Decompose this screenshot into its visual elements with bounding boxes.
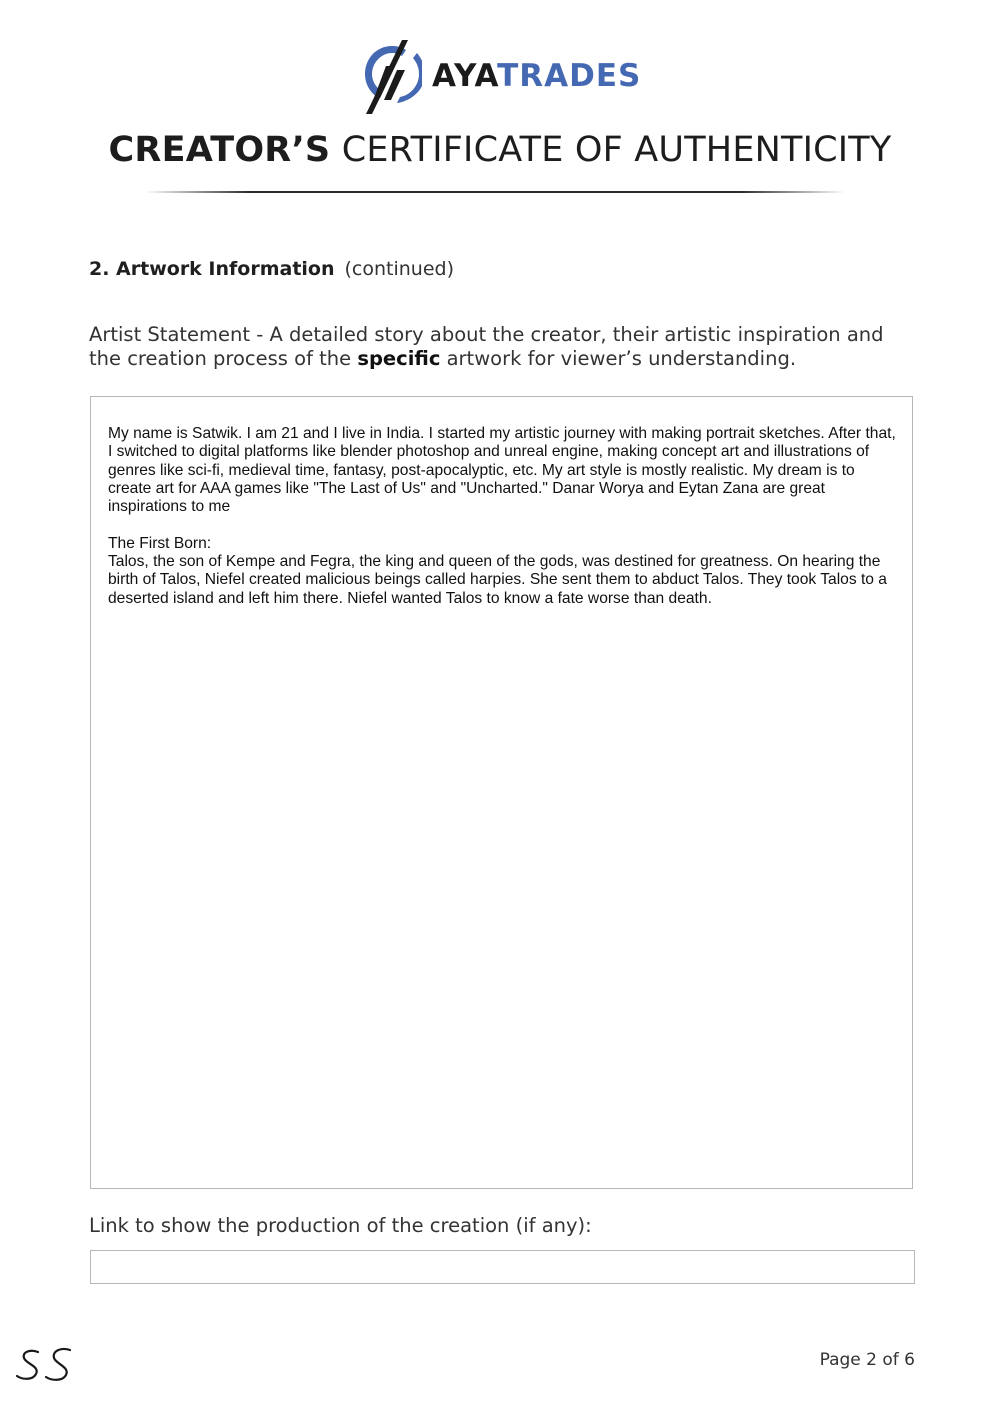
signature-initials (14, 1346, 78, 1386)
page-number: Page 2 of 6 (819, 1350, 915, 1370)
production-link-label: Link to show the production of the creation (if any): (89, 1214, 592, 1237)
title-divider (145, 191, 845, 193)
section-heading-continued: (continued) (344, 258, 455, 280)
section-heading (89, 258, 454, 280)
title-regular: CERTIFICATE OF AUTHENTICITY (341, 130, 892, 170)
statement-label-part2: artwork for viewer’s understanding. (440, 347, 797, 370)
statement-label-part1: Artist Statement - A detailed story about the creator, their artistic inspiration and the creation process of the (89, 323, 884, 370)
ayatrades-logo-icon (362, 40, 422, 116)
brand-logo (362, 40, 652, 116)
brand-name-part1: AYA (432, 58, 498, 94)
artist-statement-text: My name is Satwik. I am 21 and I live in India. I started my artistic journey with making portrait sketches. After that, I switched to digital platforms like blender photoshop and unreal engine, making concept art and illustrations of genres like sci-fi, medieval time, fantasy, post-apocalyptic, etc. My art style is mostly realistic. My dream is to create art for AAA games like "The Last of Us" and "Uncharted." Danar Worya and Eytan Zana are great inspirations to me The First Born: Talos, the son of Kempe and Fegra, the king and queen of the gods, was destined for greatness. On hearing the birth of Talos, Niefel created malicious beings called harpies. She sent them to abduct Talos. They took Talos to a deserted island and left him there. Niefel wanted Talos to know a fate worse than death. (108, 425, 896, 607)
artist-statement-label (89, 323, 909, 371)
production-link-field[interactable] (90, 1250, 915, 1284)
title-bold: CREATOR’S (108, 130, 331, 170)
artist-statement-field[interactable] (90, 396, 913, 1189)
brand-name (432, 58, 641, 94)
section-heading-title: 2. Artwork Information (89, 258, 335, 280)
certificate-title (0, 130, 1000, 170)
brand-name-part2: TRADES (497, 58, 642, 94)
statement-label-emphasis: specific (357, 347, 441, 370)
